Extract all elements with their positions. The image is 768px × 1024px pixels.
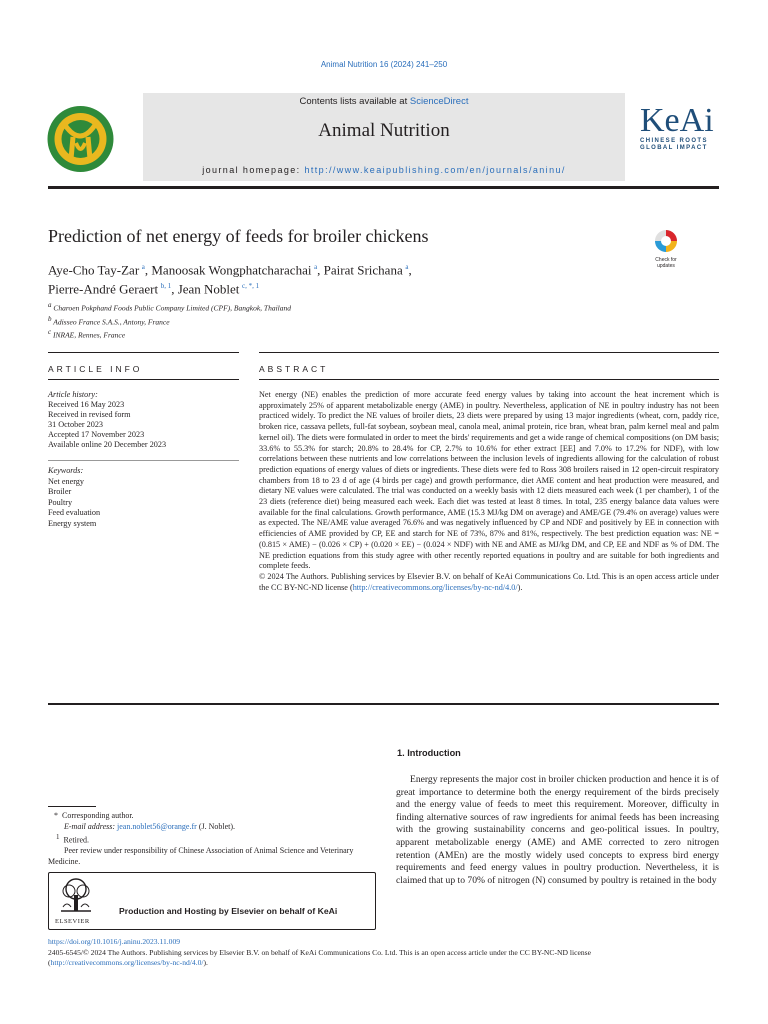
affiliation-text: Charoen Pokphand Foods Public Company Limited (CPF), Bangkok, Thailand bbox=[53, 303, 291, 313]
check-for-updates-badge[interactable] bbox=[648, 229, 684, 269]
elsevier-tree-icon bbox=[55, 877, 97, 913]
copyright-notice bbox=[259, 572, 719, 593]
history-label: Article history: bbox=[48, 390, 98, 399]
copyright-text: © 2024 The Authors. Publishing services by Elsevier B.V. on behalf of KeAi Communications Co. Ltd. This is an open access article under the CC BY-NC-ND license ( bbox=[259, 571, 719, 592]
homepage-link[interactable]: http://www.keaipublishing.com/en/journals/aninu/ bbox=[304, 165, 566, 175]
affiliation-mark: b bbox=[48, 314, 52, 323]
journal-citation[interactable]: Animal Nutrition 16 (2024) 241–250 bbox=[320, 60, 448, 69]
footnote-email bbox=[48, 822, 378, 833]
footnote-mark: 1 bbox=[56, 833, 60, 842]
keyword: Poultry bbox=[48, 497, 73, 507]
affiliation-text: INRAE, Rennes, France bbox=[52, 330, 126, 340]
footnote-mark: * bbox=[54, 811, 58, 820]
affiliation bbox=[48, 327, 291, 341]
affiliation-text: Adisseo France S.A.S., Antony, France bbox=[53, 317, 170, 326]
paren-open: ( bbox=[48, 958, 51, 967]
abstract-head-rule bbox=[259, 379, 719, 380]
history-item: Available online 20 December 2023 bbox=[48, 440, 167, 449]
footnote-corresponding bbox=[48, 811, 378, 822]
issn-license-line: 2405-6545/© 2024 The Authors. Publishing services by Elsevier B.V. on behalf of KeAi Communications Co. Ltd. This is an open access article under the CC BY-NC-ND license bbox=[48, 947, 591, 957]
affiliation-mark: a bbox=[48, 301, 52, 309]
keyword: Net energy bbox=[48, 476, 84, 486]
keai-tagline-2: GLOBAL IMPACT bbox=[640, 145, 708, 151]
author-affil-mark[interactable]: a bbox=[141, 263, 145, 271]
article-title: Prediction of net energy of feeds for broiler chickens bbox=[48, 226, 429, 246]
bottom-license-link[interactable]: http://creativecommons.org/licenses/by-nc-nd/4.0/ bbox=[50, 958, 204, 967]
article-info-top-rule bbox=[48, 352, 239, 353]
keywords bbox=[48, 466, 238, 529]
license-link[interactable]: http://creativecommons.org/licenses/by-nc-nd/4.0/ bbox=[352, 582, 518, 592]
homepage-label: journal homepage: bbox=[202, 165, 305, 175]
keai-tagline-1: CHINESE ROOTS bbox=[640, 138, 708, 144]
keai-logo bbox=[640, 104, 722, 164]
keywords-label: Keywords: bbox=[48, 466, 84, 475]
keyword: Feed evaluation bbox=[48, 508, 101, 517]
keyword: Energy system bbox=[48, 518, 97, 528]
affiliation-mark: c bbox=[48, 328, 52, 336]
author-name: Pierre-André Geraert bbox=[48, 281, 159, 297]
homepage-line bbox=[143, 165, 625, 175]
copyright-end: ). bbox=[517, 582, 523, 592]
doi-link[interactable]: https://doi.org/10.1016/j.aninu.2023.11.009 bbox=[48, 937, 181, 946]
affiliation bbox=[48, 314, 291, 328]
introduction-text: Energy represents the major cost in broiler chicken production and hence it is of great importance to determine both the energy requirement of the birds precisely and the energy value of feeds to meet this requirement. Moreover, difficulty in finding alternative sources of raw ingredients for animal feeds has been increasing with the growing sustainability concerns and geo-political issues. In poultry, apparent metabolizable energy (AME) and AME corrected to zero nitrogen retention (AMEn) are the mostly widely used concepts to express bird energy requirements and feed energy values in poultry production. Nevertheless, it is claimed that up to 70% of nitrogen (N) consumed by poultry is retained in the body bbox=[396, 774, 719, 886]
contents-line bbox=[143, 96, 625, 107]
author-name: Pairat Srichana bbox=[323, 262, 403, 278]
abstract-heading: ABSTRACT bbox=[259, 364, 329, 374]
crossmark-label-1: Check for bbox=[655, 257, 677, 263]
article-history bbox=[48, 390, 238, 450]
article-info-heading: ARTICLE INFO bbox=[48, 364, 143, 374]
author-affil-mark[interactable]: a bbox=[405, 263, 409, 271]
email-link[interactable]: jean.noblet56@orange.fr bbox=[117, 821, 197, 831]
author-list: Aye-Cho Tay-Zar $^a$, Manoosak Wongphatcharachai $^a$, Pairat Srichana $^a$, Pierre-André Geraert $^{b, 1}$, Jean Noblet $^{c, *, 1}$ bbox=[48, 262, 412, 297]
contents-label: Contents lists available at bbox=[299, 96, 410, 107]
license-line bbox=[48, 958, 728, 969]
footnote-rule bbox=[48, 806, 96, 807]
footnote-text: Retired. bbox=[63, 835, 90, 845]
history-item: Received 16 May 2023 bbox=[48, 400, 125, 409]
abstract-top-rule bbox=[259, 352, 719, 353]
keai-wordmark: KeAi bbox=[640, 102, 714, 139]
history-item: 31 October 2023 bbox=[48, 420, 104, 429]
author-name: Aye-Cho Tay-Zar bbox=[48, 262, 140, 278]
journal-banner bbox=[143, 93, 625, 181]
history-item: Received in revised form bbox=[48, 410, 131, 419]
sciencedirect-link[interactable]: ScienceDirect bbox=[409, 96, 469, 107]
author-name: Jean Noblet bbox=[177, 281, 240, 297]
keywords-divider bbox=[48, 460, 239, 461]
author-affil-mark[interactable]: b, 1 bbox=[160, 282, 172, 291]
elsevier-hosting-box bbox=[48, 872, 376, 930]
abstract-text: Net energy (NE) enables the prediction of more accurate feed energy values by taking into account the heat increment which is approximately 25% of apparent metabolizable energy (AME) in poultry. Nevertheless, application of NE in poultry industry has not been practiced widely. To predict the NE values of broiler diets, 23 diets were prepared by using 13 major ingredients (wheat, corn, paddy rice, broken rice, cassava pellets, full-fat soybean, soybean meal, canola meal, animal protein, rice bran, wheat bran, palm kernel meal and palm kernel oil). The diets were formulated in order to meet the birds' requirements and get a wide range of chemical compositions (on DM basis; 33.6% to 55.3% for starch; 20.8% to 28.4% for CP, 2.7% to 10.6% for ether extract [EE] and 7.0% to 17.2% for NDF), with low correlations between these nutrients and low correlations between the inclusion levels of ingredients allowing for the calculation of robust prediction equations of energy values of diets or ingredients. These diets were fed to Ross 308 broilers raised in 12 open-circuit respiratory chambers from 18 to 23 d of age (4 birds per cage) and growth performance, diet AME content and heat production were measured, and dietary NE values were calculated. The trial was conducted on a weekly basis with 12 diets measured each week (1 per chamber), 1 of the 23 diets (reference diet) being measured each week. Each diet was tested at least 8 times. In total, 235 energy balance data values were available for the final calculations. Growth performance, AME (15.3 MJ/kg DM on average) and AME/GE (79.4% on average) values were as expected. The NE/AME value averaged 76.6% and was negatively influenced by CP and NDF and positively by EE in connection with efficiencies of AME provided by CP, EE and starch for NE of 73%, 87% and 81%, respectively. The best prediction equation was: NE = (0.815 × AME) − (0.026 × CP) + (0.020 × EE) − (0.024 × NDF) with NE and AME as MJ/kg DM, and CP, EE and NDF as % of DM. The NE prediction equations from this study agree with other recently reported equations in poultry and are suitable for both ingredients and complete feeds. bbox=[259, 390, 719, 571]
elsevier-wordmark: ELSEVIER bbox=[55, 918, 90, 925]
abstract-bottom-rule bbox=[48, 703, 719, 705]
paren-close: ). bbox=[203, 958, 208, 967]
abstract-body bbox=[259, 390, 719, 593]
author-affil-mark[interactable]: c, *, 1 bbox=[242, 282, 260, 291]
society-logo bbox=[47, 103, 114, 175]
journal-name: Animal Nutrition bbox=[318, 120, 450, 141]
footnote-retired bbox=[48, 832, 378, 846]
email-label: E-mail address: bbox=[64, 821, 116, 831]
footnotes bbox=[48, 811, 378, 868]
header-rule bbox=[48, 186, 719, 189]
footnote-text: Corresponding author. bbox=[62, 811, 134, 820]
crossmark-icon bbox=[648, 229, 684, 253]
hosting-text: Production and Hosting by Elsevier on behalf of KeAi bbox=[119, 906, 338, 916]
article-info-head-rule bbox=[48, 379, 239, 380]
doi-block bbox=[48, 937, 728, 969]
affiliation bbox=[48, 300, 291, 314]
author-name: Manoosak Wongphatcharachai bbox=[151, 262, 312, 278]
history-item: Accepted 17 November 2023 bbox=[48, 430, 145, 439]
keyword: Broiler bbox=[48, 487, 72, 496]
elsevier-logo bbox=[55, 877, 111, 925]
affiliations bbox=[48, 300, 291, 341]
author-affil-mark[interactable]: a bbox=[314, 263, 318, 271]
section-heading: 1. Introduction bbox=[397, 748, 461, 758]
footnote-peer-review: Peer review under responsibility of Chinese Association of Animal Science and Veterinary Medicine. bbox=[48, 846, 354, 867]
email-suffix: (J. Noblet). bbox=[196, 821, 236, 831]
crossmark-label-2: updates bbox=[657, 262, 675, 269]
